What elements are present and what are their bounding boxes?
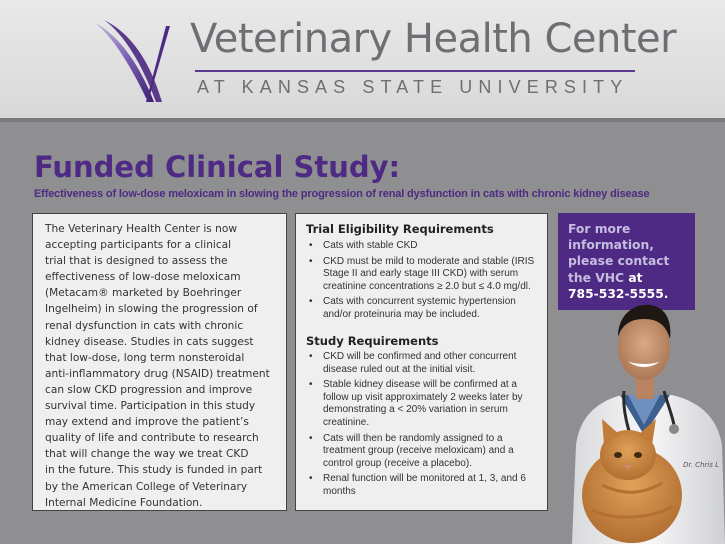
intro-line: renal dysfunction in cats with chronic xyxy=(45,319,244,332)
intro-line: effectiveness of low-dose meloxicam xyxy=(45,271,241,284)
list-item: • Stable kidney disease will be confirmed at a follow up visit approximately 2 weeks later by demonstrating a < 20% variation in serum creatinine. xyxy=(306,379,542,429)
list-item: • Cats with stable CKD xyxy=(306,240,542,253)
logo-divider-line xyxy=(195,70,635,72)
contact-phone[interactable]: 785-532-5555. xyxy=(568,286,669,301)
organization-name: Veterinary Health Center xyxy=(190,16,677,62)
intro-line: trial that is designed to assess the xyxy=(45,255,228,268)
page-title: Funded Clinical Study: xyxy=(34,150,401,184)
header-banner xyxy=(0,0,725,118)
contact-at: at xyxy=(628,270,643,285)
intro-line: that low-dose, long term nonsteroidal xyxy=(45,351,245,364)
study-requirements-list xyxy=(306,351,542,502)
vhc-logo-icon xyxy=(92,16,172,106)
requirements-panel xyxy=(295,213,548,511)
eligibility-list xyxy=(306,240,542,325)
study-requirements-heading: Study Requirements xyxy=(306,334,439,348)
veterinarian-with-cat-photo-icon xyxy=(562,295,725,544)
list-item: • CKD must be mild to moderate and stable (IRIS Stage II and early stage III CKD) with serum creatinine concentrations ≥ 2.0 but ≤ 4.0 mg/dl. xyxy=(306,256,542,294)
contact-text: the VHC xyxy=(568,270,629,285)
list-item: • Renal function will be monitored at 1, 3, and 6 months xyxy=(306,473,542,498)
contact-line: For more xyxy=(568,222,631,236)
intro-line: can slow CKD progression and improve xyxy=(45,383,253,396)
intro-line: Internal Medicine Foundation. xyxy=(45,496,203,509)
intro-line: may extend and improve the patient’s xyxy=(45,416,249,429)
intro-line: anti-inflammatory drug (NSAID) treatment xyxy=(45,367,270,380)
list-item: • CKD will be confirmed and other concurrent disease ruled out at the initial visit. xyxy=(306,351,542,376)
intro-line: that will change the way we treat CKD xyxy=(45,448,249,461)
list-item: • Cats with concurrent systemic hypertension and/or proteinuria may be included. xyxy=(306,296,542,321)
eligibility-heading: Trial Eligibility Requirements xyxy=(306,222,494,236)
organization-subtitle: AT KANSAS STATE UNIVERSITY xyxy=(197,77,629,97)
intro-paragraph xyxy=(45,221,281,511)
intro-line: quality of life and contribute to research xyxy=(45,432,259,445)
intro-panel xyxy=(32,213,287,511)
intro-line: Ingelheim) in slowing the progression of xyxy=(45,303,258,316)
contact-line: please contact xyxy=(568,254,670,269)
intro-line: The Veterinary Health Center is now xyxy=(45,223,238,235)
contact-line xyxy=(568,270,685,286)
coat-name-label: Dr. Chris L xyxy=(683,461,719,469)
intro-line: survival time. Participation in this study xyxy=(45,400,256,413)
intro-line: by the American College of Veterinary xyxy=(45,480,248,493)
header-divider xyxy=(0,118,725,122)
intro-line: accepting participants for a clinical xyxy=(45,239,232,252)
list-item: • Cats will then be randomly assigned to a treatment group (receive meloxicam) and a control group (receive a placebo). xyxy=(306,433,542,471)
contact-line: information, xyxy=(568,238,654,253)
study-subtitle: Effectiveness of low-dose meloxicam in slowing the progression of renal dysfunction in cats with chronic kidney disease xyxy=(34,188,650,200)
intro-line: kidney disease. Studies in cats suggest xyxy=(45,335,254,348)
intro-line: (Metacam® marketed by Boehringer xyxy=(45,287,242,300)
intro-line: in the future. This study is funded in part xyxy=(45,464,263,477)
